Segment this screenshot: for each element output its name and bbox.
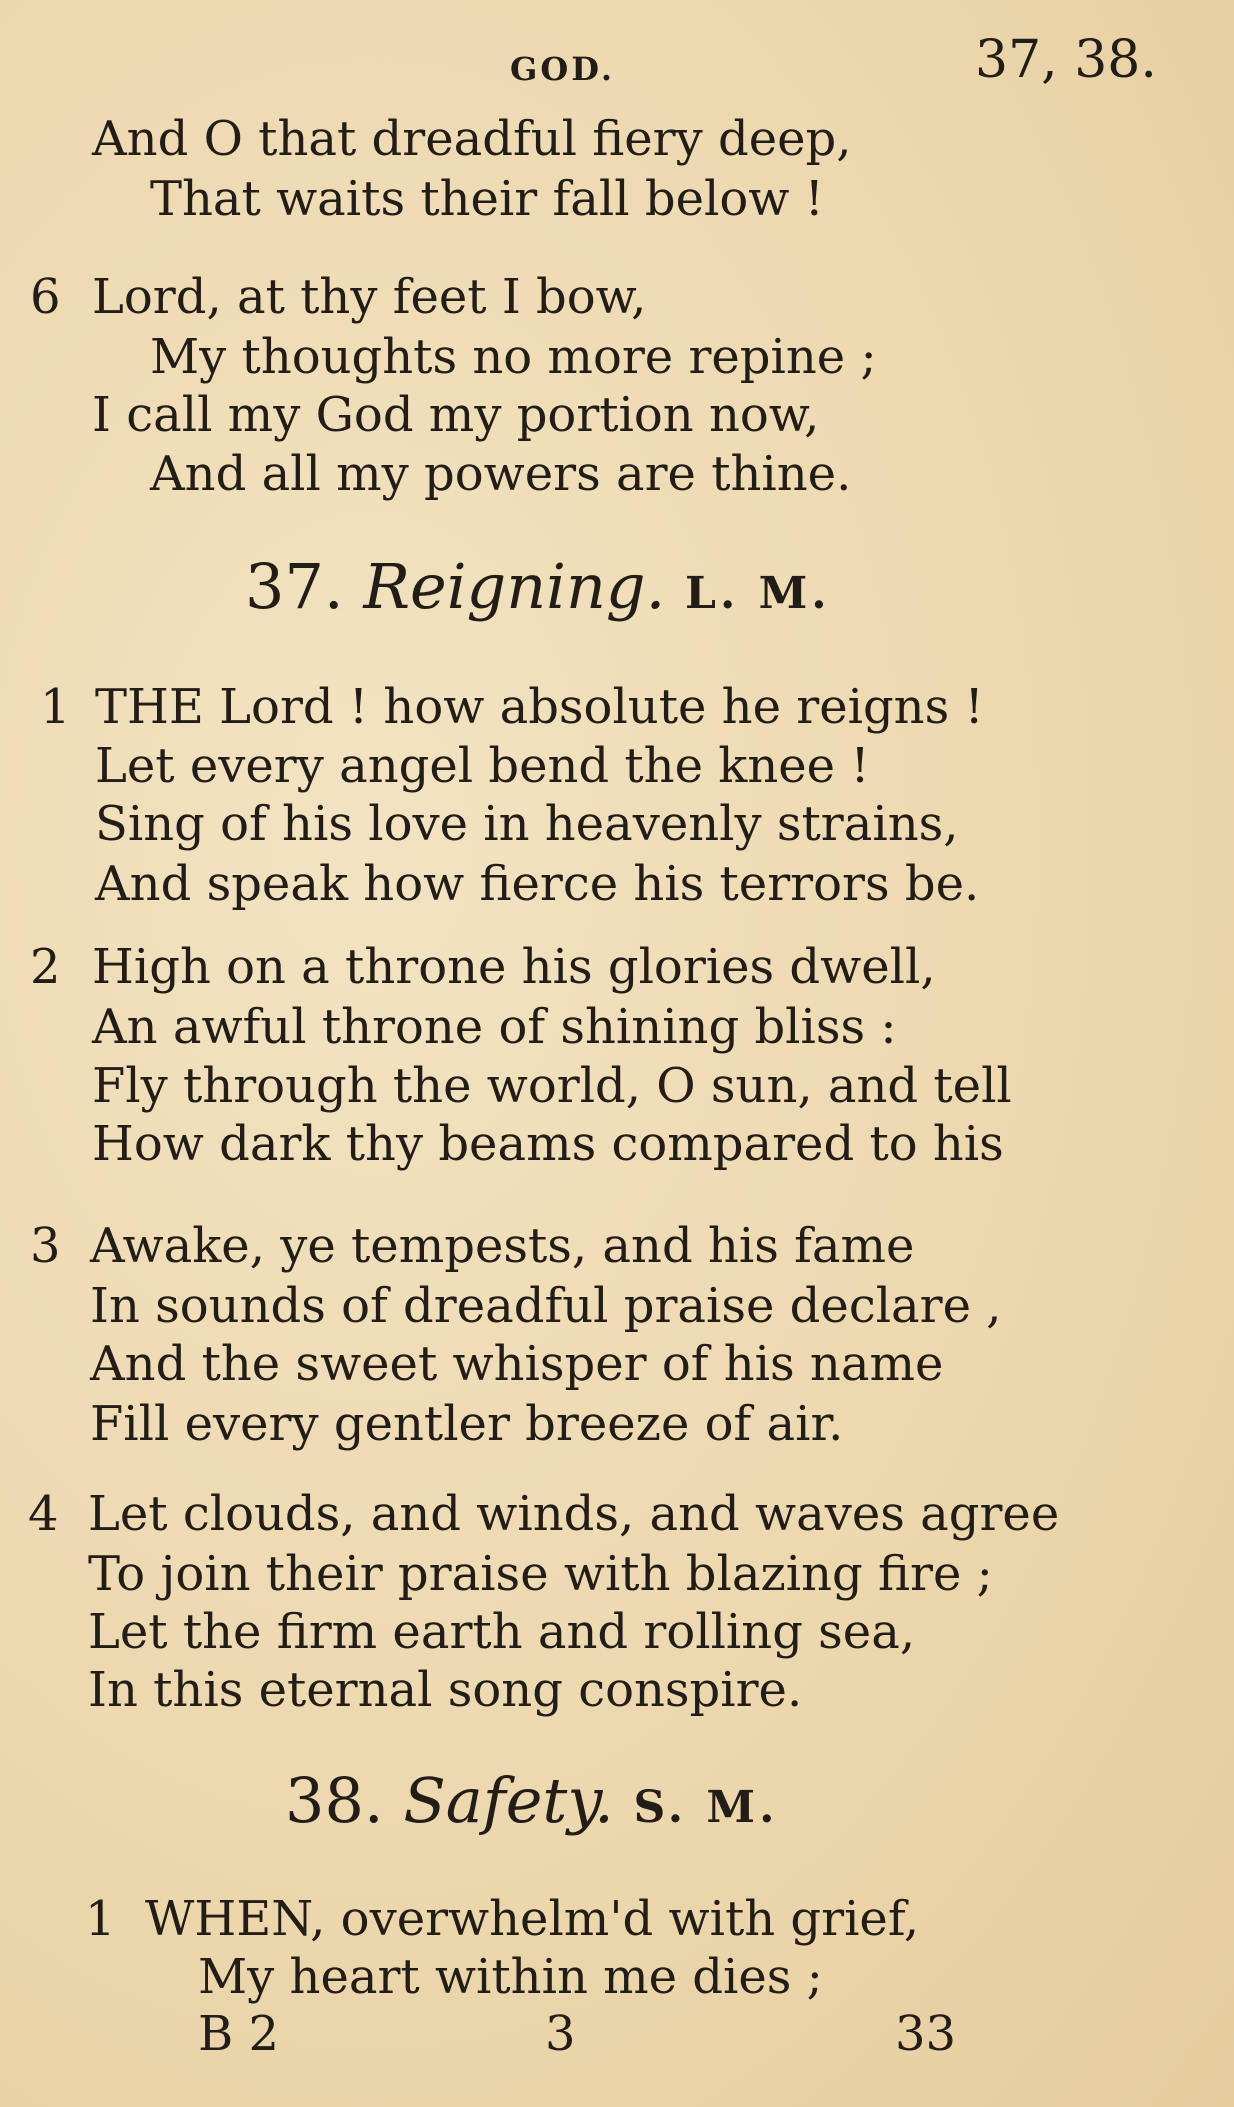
verse-line: That waits their fall below !	[150, 171, 824, 227]
verse-line: Sing of his love in heavenly strains,	[95, 796, 959, 852]
hymn-title	[285, 1764, 779, 1837]
hymn-meter: S. M.	[633, 1782, 779, 1833]
verse-line: And O that dreadful fiery deep,	[92, 111, 852, 167]
verse-line: My thoughts no more repine ;	[150, 329, 877, 385]
verse-line: Awake, ye tempests, and his fame	[90, 1218, 915, 1274]
signature-mark: B 2	[198, 2006, 280, 2062]
verse-line: WHEN, overwhelm'd with grief,	[145, 1891, 920, 1947]
stanza-number: 3	[30, 1218, 61, 1274]
verse-line: Let every angel bend the knee !	[95, 738, 870, 794]
verse-line: An awful throne of shining bliss :	[92, 999, 897, 1055]
verse-line: Let the firm earth and rolling sea,	[88, 1604, 916, 1660]
verse-line: Fly through the world, O sun, and tell	[92, 1058, 1012, 1114]
verse-line: My heart within me dies ;	[198, 1949, 823, 2005]
verse-line: In this eternal song conspire.	[88, 1662, 803, 1718]
verse-line: Lord, at thy feet I bow,	[92, 269, 647, 325]
verse-line: To join their praise with blazing fire ;	[88, 1546, 993, 1602]
hymn-name: Reigning.	[363, 550, 666, 623]
stanza-number: 1	[85, 1891, 116, 1947]
verse-line: How dark thy beams compared to his	[92, 1116, 1004, 1172]
hymn-number: 37.	[245, 550, 344, 623]
verse-line: And the sweet whisper of his name	[90, 1336, 944, 1392]
page-reference: 37, 38.	[975, 30, 1157, 90]
verse-line: And speak how fierce his terrors be.	[95, 856, 980, 912]
verse-line: Let clouds, and winds, and waves agree	[88, 1486, 1060, 1542]
verse-line: THE Lord ! how absolute he reigns !	[95, 679, 984, 735]
verse-line: High on a throne his glories dwell,	[92, 939, 936, 995]
verse-line: In sounds of dreadful praise declare ,	[90, 1278, 1002, 1334]
hymn-number: 38.	[285, 1764, 384, 1837]
hymn-title	[245, 550, 831, 623]
running-header: GOD.	[510, 50, 615, 88]
page-number: 33	[895, 2006, 957, 2062]
stanza-number: 1	[40, 679, 71, 735]
verse-line: Fill every gentler breeze of air.	[90, 1396, 844, 1452]
hymn-meter: L. M.	[685, 568, 831, 619]
verse-line: I call my God my portion now,	[92, 387, 820, 443]
verse-line: And all my powers are thine.	[150, 446, 852, 502]
stanza-number: 2	[30, 939, 61, 995]
hymn-name: Safety.	[403, 1764, 614, 1837]
stanza-number: 6	[30, 269, 61, 325]
stanza-number: 4	[28, 1486, 59, 1542]
volume-number: 3	[545, 2006, 576, 2062]
